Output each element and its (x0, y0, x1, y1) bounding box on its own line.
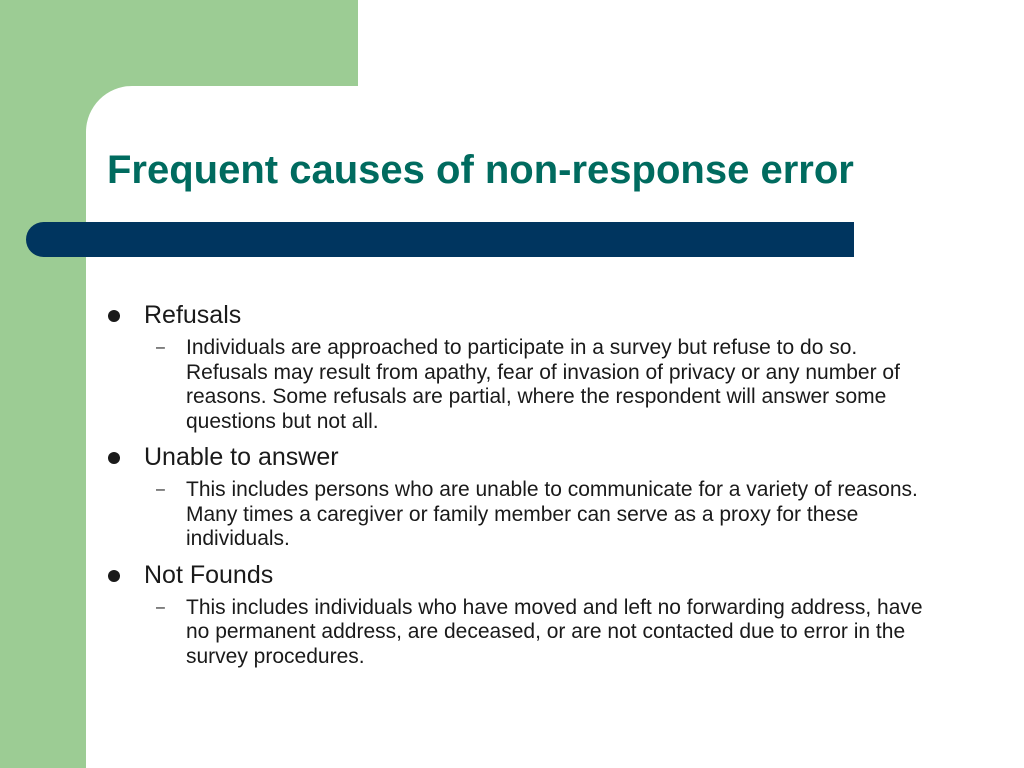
bullet-list (104, 300, 964, 669)
sub-bullet-text: This includes persons who are unable to communicate for a variety of reasons. Many times a caregiver or family member can serve as a proxy for these individuals. (186, 478, 918, 550)
slide-title: Frequent causes of non-response error (107, 148, 854, 192)
bullet-item-unable-to-answer (104, 442, 964, 552)
title-underline-bar (26, 222, 854, 257)
bullet-dot-icon (108, 452, 120, 464)
bullet-dot-icon (108, 570, 120, 582)
dash-icon: – (156, 598, 165, 616)
sub-bullet-text: This includes individuals who have moved and left no forwarding address, have no permanent address, are deceased, or are not contacted due to error in the survey procedures. (186, 595, 923, 668)
bullet-dot-icon (108, 310, 120, 322)
sub-bullet-text: Individuals are approached to participate in a survey but refuse to do so. Refusals may result from apathy, fear of invasion of privacy or any number of reasons. Some refusals are partial, where the respondent will answer some questions but not all. (186, 336, 900, 433)
bullet-label: Unable to answer (144, 443, 339, 471)
dash-icon: – (156, 481, 165, 498)
bullet-item-refusals (104, 300, 964, 434)
dash-icon: – (156, 339, 165, 356)
bullet-label: Not Founds (144, 560, 274, 589)
bullet-label: Refusals (144, 301, 242, 329)
bullet-item-not-founds (104, 560, 964, 670)
